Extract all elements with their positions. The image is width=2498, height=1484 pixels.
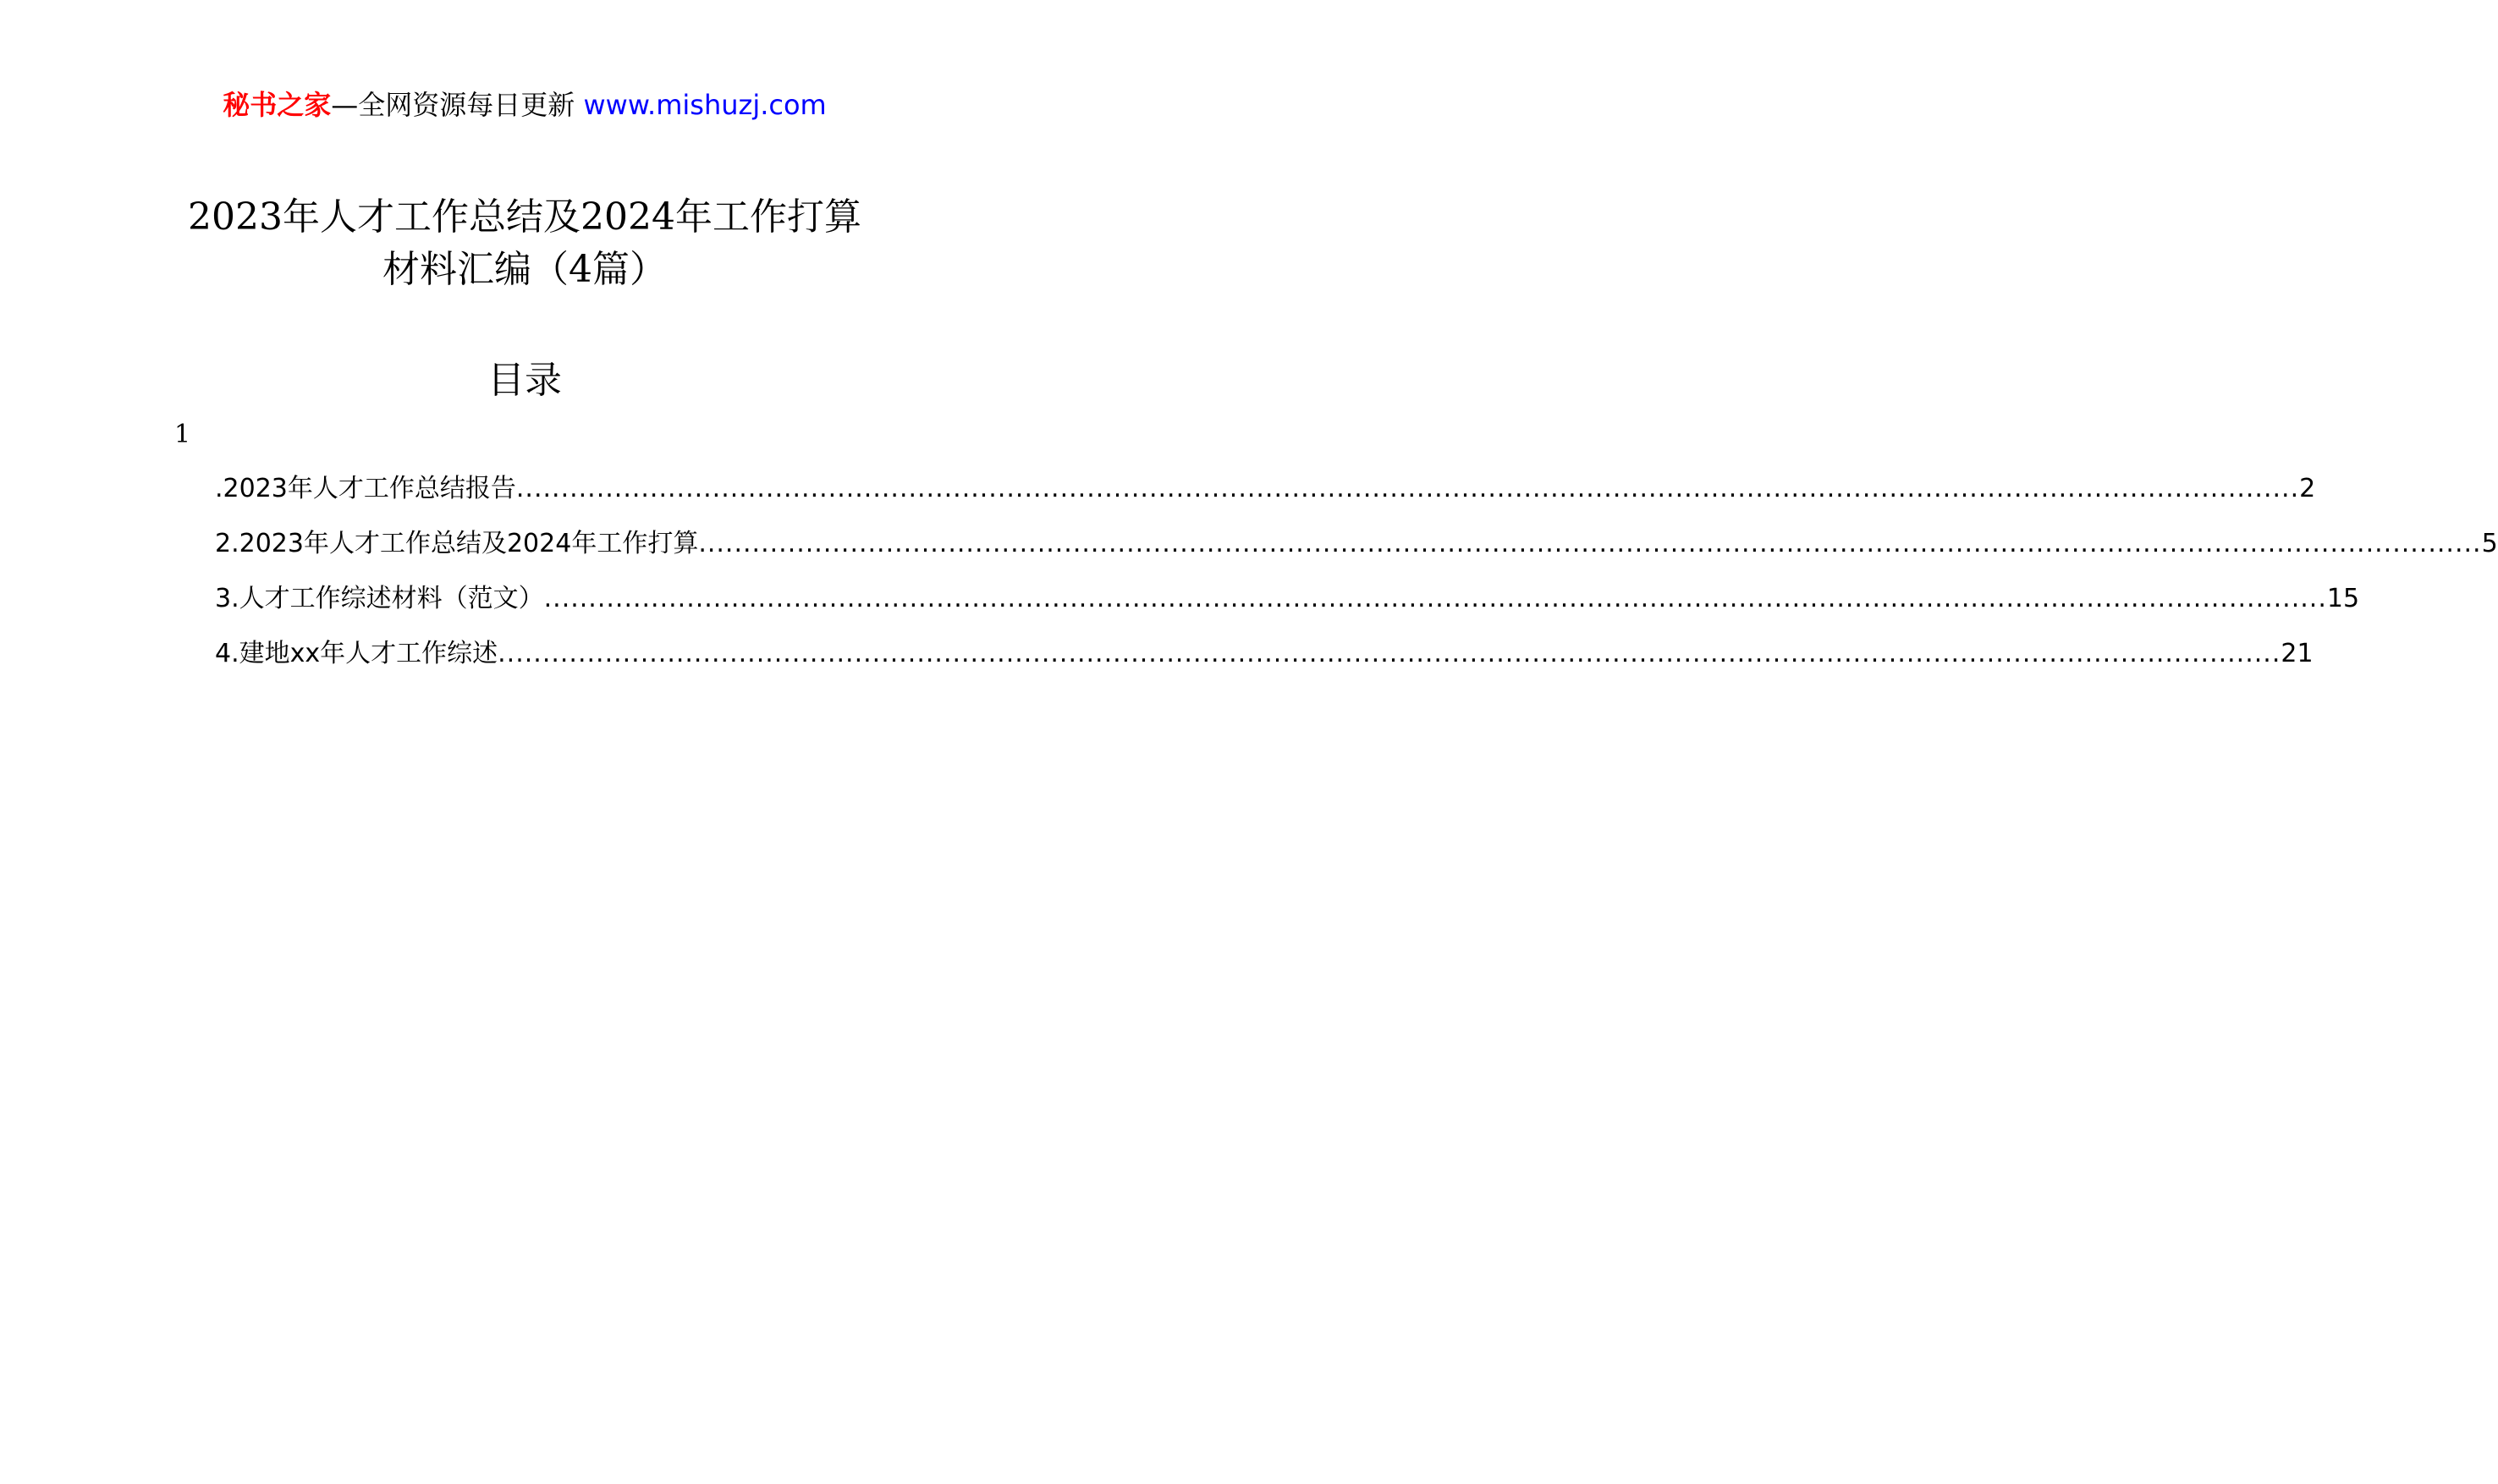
toc-entry[interactable] (215, 635, 2314, 690)
toc-entry[interactable] (215, 580, 2360, 635)
toc-entry-label: 2.2023年人才工作总结及2024年工作打算 (215, 529, 699, 558)
site-tagline: —全网资源每日更新 (331, 89, 575, 121)
document-title (0, 191, 1049, 296)
toc-dot-leader: ........................................................................................................................................................................................................ (543, 584, 2327, 613)
toc-entry-page: 5 (2481, 529, 2498, 558)
document-title-line-2: 材料汇编（4篇） (382, 248, 667, 291)
site-brand: 秘书之家 (223, 89, 332, 121)
toc-dot-leader: ........................................................................................................................................................................................................ (515, 474, 2300, 503)
toc-heading: 目录 (487, 359, 562, 402)
table-of-contents (215, 470, 2498, 690)
stray-number: 1 (174, 420, 191, 449)
document-title-line-1: 2023年人才工作总结及2024年工作打算 (188, 195, 861, 239)
site-url-link[interactable]: www.mishuzj.com (583, 89, 827, 121)
toc-entry-label: 3.人才工作综述材料（范文） (215, 584, 544, 613)
toc-entry-page: 2 (2299, 474, 2316, 503)
toc-entry[interactable] (215, 470, 2316, 525)
toc-dot-leader: ........................................................................................................................................................................................................ (498, 639, 2281, 668)
toc-entry-label: 4.建地xx年人才工作综述 (215, 639, 498, 668)
toc-entry-page: 15 (2326, 584, 2360, 613)
toc-entry[interactable] (215, 525, 2498, 580)
toc-entry-page: 21 (2281, 639, 2314, 668)
toc-entry-label: .2023年人才工作总结报告 (215, 474, 516, 503)
toc-dot-leader: ........................................................................................................................................................................................................ (698, 529, 2482, 558)
site-header (0, 86, 1049, 124)
